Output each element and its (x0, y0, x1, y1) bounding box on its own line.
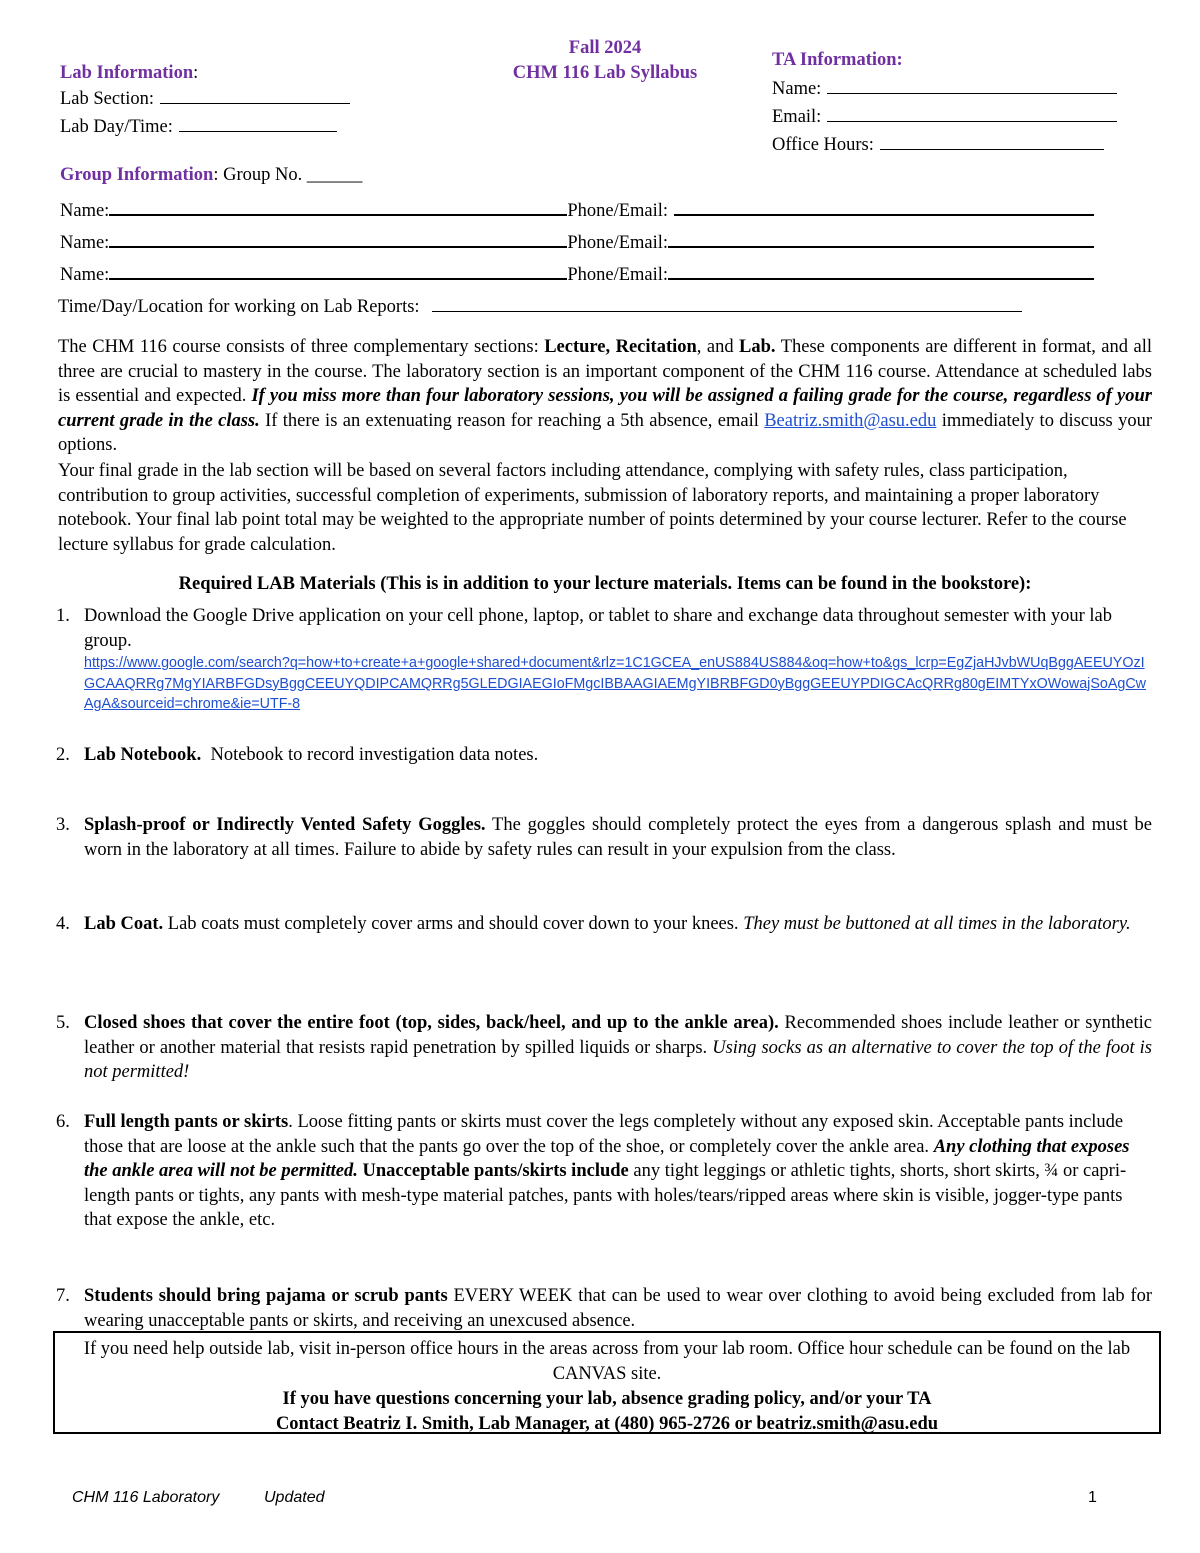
grading-paragraph: Your final grade in the lab section will be based on several factors including attendance, complying with safety rules, class participation, contribution to group activities, successful completion of experiments, submission of laboratory reports, and maintaining a proper laboratory notebook. Your final lab point total may be weighted to the appropriate number of points determined by your course lecturer. Refer to the course lecture syllabus for grade calculation. (58, 461, 1127, 555)
group-member-row[interactable]: Name: Phone/Email: (60, 232, 1094, 254)
email-link[interactable]: Beatriz.smith@asu.edu (764, 410, 937, 431)
list-item: 1. Download the Google Drive application on your cell phone, laptop, or tablet to share and exchange data throughout semester with your lab group. https://www.google.com/search?q=how+to+create+a+google+shared+document&rlz=1C1GCEA_enUS884US884&oq=how+to&gs_lcrp=EgZjaHJvbWUqBggAEEUYOzIGCAAQRRg7MgYIARBFGDsyBggCEEUYQDIPCAMQRRg5GLEDGIAEGIoFMgcIBBAAGIAEMgYIBRBFGD0yBggGEEUYPDIGCAcQRRg80gEIMTYxOWowajSoAgCwAgA&sourceid=chrome&ie=UTF-8 (56, 604, 1152, 715)
course-title: CHM 116 Lab Syllabus (512, 63, 698, 83)
ta-info-heading: TA Information: (772, 50, 903, 70)
lab-day-time-field[interactable]: Lab Day/Time: (60, 117, 337, 138)
lab-report-meeting-field[interactable]: Time/Day/Location for working on Lab Reports: (58, 297, 1022, 318)
course-intro-paragraph: The CHM 116 course consists of three complementary sections: Lecture, Recitation, and Lab. These components are different in format, and all three are crucial to mastery in the course. The laboratory section is an important component of the CHM 116 course. Attendance at scheduled labs is essential and expected. If you miss more than four laboratory sessions, you will be assigned a failing grade for the course, regardless of your current grade in the class. If there is an extenuating reason for reaching a 5th absence, email Beatriz.smith@asu.edu immediately to discuss your options. (58, 337, 1152, 456)
materials-heading: Required LAB Materials (This is in addition to your lecture materials. Items can be found in the bookstore): (178, 574, 1032, 594)
list-item: 4. Lab Coat. Lab coats must completely cover arms and should cover down to your knees. They must be buttoned at all times in the laboratory. (56, 914, 1131, 934)
google-search-link[interactable]: https://www.google.com/search?q=how+to+create+a+google+shared+document&rlz=1C1GCEA_enUS884US884&oq=how+to&gs_lcrp=EgZjaHJvbWUqBggAEEUYOzIGCAAQRRg7MgYIARBFGDsyBggCEEUYQDIPCAMQRRg5GLEDGIAEGIoFMgcIBBAAGIAEMgYIBRBFGD0yBggGEEUYPDIGCAcQRRg80gEIMTYxOWowajSoAgCwAgA&sourceid=chrome&ie=UTF-8 (84, 655, 1146, 713)
ta-email-field[interactable]: Email: (772, 107, 1117, 128)
term-title: Fall 2024 (568, 38, 642, 58)
help-box-line: If you need help outside lab, visit in-person office hours in the areas across from your lab room. Office hour schedule can be found on the lab CANVAS site. (83, 1339, 1131, 1384)
list-item: 6. Full length pants or skirts. Loose fitting pants or skirts must cover the legs completely without any exposed skin. Acceptable pants include those that are loose at the ankle such that the pants go over the top of the shoe, or completely cover the ankle area. Any clothing that exposes the ankle area will not be permitted. Unacceptable pants/skirts include any tight leggings or athletic tights, shorts, short skirts, ¾ or capri-length pants or tights, any pants with mesh-type material patches, pants with holes/tears/ripped areas where skin is visible, jogger-type pants that expose the ankle, etc. (56, 1112, 1130, 1231)
ta-office-hours-field[interactable]: Office Hours: (772, 135, 1104, 156)
group-member-row[interactable]: Name: Phone/Email: (60, 264, 1094, 286)
help-box-contact-line: Contact Beatriz I. Smith, Lab Manager, at (480) 965-2726 or beatriz.smith@asu.edu (275, 1414, 939, 1434)
help-box-question-line: If you have questions concerning your lab, absence grading policy, and/or your TA (282, 1389, 932, 1409)
group-info-heading: Group Information: Group No. ______ (60, 165, 363, 185)
footer-course: CHM 116 Laboratory (72, 1489, 220, 1506)
list-item: 5. Closed shoes that cover the entire foot (top, sides, back/heel, and up to the ankle area). Recommended shoes include leather or synthetic leather or another material that resists rapid penetration by spilled liquids or sharps. Using socks as an alternative to cover the top of the foot is not permitted! (56, 1013, 1152, 1083)
lab-section-field[interactable]: Lab Section: (60, 89, 350, 110)
list-item: 3. Splash-proof or Indirectly Vented Safety Goggles. The goggles should completely protect the eyes from a dangerous splash and must be worn in the laboratory at all times. Failure to abide by safety rules can result in your expulsion from the class. (56, 815, 1152, 860)
help-contact-box (53, 1331, 1161, 1434)
lab-info-heading: Lab Information: (60, 63, 199, 83)
list-item: 2. Lab Notebook. Notebook to record investigation data notes. (56, 745, 539, 765)
footer-updated: Updated (264, 1489, 325, 1506)
page-number: 1 (1088, 1489, 1097, 1506)
group-member-row[interactable]: Name: Phone/Email: (60, 200, 1094, 222)
list-item: 7. Students should bring pajama or scrub pants EVERY WEEK that can be used to wear over clothing to avoid being excluded from lab for wearing unacceptable pants or skirts, and receiving an unexcused absence. (56, 1286, 1152, 1331)
ta-name-field[interactable]: Name: (772, 79, 1117, 100)
